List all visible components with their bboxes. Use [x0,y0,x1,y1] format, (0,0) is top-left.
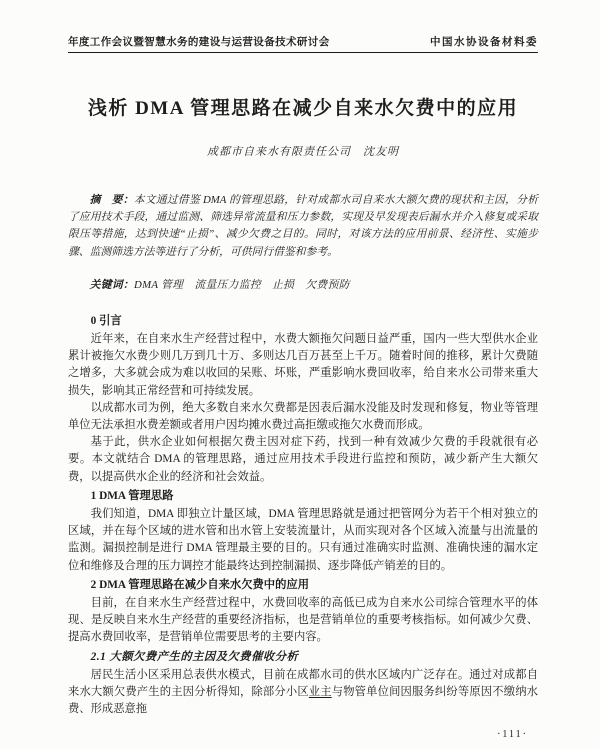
paragraph: 近年来，在自来水生产经营过程中，水费大额拖欠问题日益严重，国内一些大型供水企业累计被拖欠水费少则几万到几十万、多则达几百万甚至上千万。随着时间的推移，累计欠费随之增多，大多就会成为难以收回的呆账、坏账，严重影响水费回收率，给自来水公司带来重大损失，影响其正常经营和可持续发展。 [68,333,538,397]
section-heading-dma: 1 DMA 管理思路 [90,489,174,502]
keywords [68,277,538,292]
paper-title: 浅析 DMA 管理思路在减少自来水欠费中的应用 [87,98,519,119]
author-line: 成都市自来水有限责任公司 沈友明 [207,146,399,158]
underlined-term: 业主 [308,686,332,699]
abstract-label: 摘 要： [89,194,134,206]
paper-body [68,313,538,719]
conference-name: 年度工作会议暨智慧水务的建设与运营设备技术研讨会 [68,37,330,48]
page-header [68,34,538,53]
paragraph: 基于此，供水企业如何根据欠费主因对症下药，找到一种有效减少欠费的手段就很有必要。本文就结合 DMA 的管理思路，通过应用技术手段进行监控和预防，减少新产生大额欠费，以提高供水企业的经济和社会效益。 [68,436,538,483]
page-number: ·111· [497,729,528,740]
paragraph-text: 与物管单位间因服务纠纷等原因不缴纳水费、形成恶意拖 [68,686,538,716]
keywords-text: DMA 管理 流量压力监控 止损 欠费预防 [133,278,350,291]
paragraph-text: 居民生活小区采用总表供水模式，目前在成都水司的供水区域内广泛存在。通过对成都自来水大额欠费产生的主因分析得知，除部分小区 [68,668,538,699]
paragraph: 我们知道，DMA 即独立计量区域，DMA 管理思路就是通过把管网分为若干个相对独立的区域，并在每个区域的进水管和出水管上安装流量计，从而实现对各个区域入流量与出流量的监测。漏损控制是进行 DMA 管理最主要的目的。只有通过准确实时监测、准确快速的漏水定位和维修及合理的压力调控才能最终达到控制漏损、逐步降低产销差的目的。 [68,508,538,572]
abstract [68,192,538,261]
section-heading-application: 2 DMA 管理思路在减少自来水欠费中的应用 [90,578,309,591]
paragraph [68,667,538,719]
paragraph: 以成都水司为例，绝大多数自来水欠费都是因表后漏水没能及时发现和修复，物业等管理单位无法承担水费差额或者用户因均摊水费过高拒缴或拖欠水费而形成。 [68,401,538,432]
paragraph: 目前，在自来水生产经营过程中，水费回收率的高低已成为自来水公司综合管理水平的体现、是反映自来水生产经营的重要经济指标，也是营销单位的重要考核指标。如何减少欠费、提高水费回收率，是营销单位需要思考的主要内容。 [68,597,538,644]
abstract-text: 本文通过借鉴 DMA 的管理思路，针对成都水司自来水大额欠费的现状和主因，分析了应用技术手段，通过监测、筛选异常流量和压力参数，实现及早发现表后漏水并介入修复或采取限压等措施，达到快速“止损”、减少欠费之目的。同时，对该方法的应用前景、经济性、实施步骤、监测筛选方法等进行了分析，可供同行借鉴和参考。 [68,194,538,258]
section-heading-intro: 0 引言 [90,314,122,327]
committee-name: 中国水协设备材料委 [430,37,538,48]
keywords-label: 关键词： [89,278,134,291]
subsection-heading-2-1: 2.1 大额欠费产生的主因及欠费催收分析 [90,650,299,663]
